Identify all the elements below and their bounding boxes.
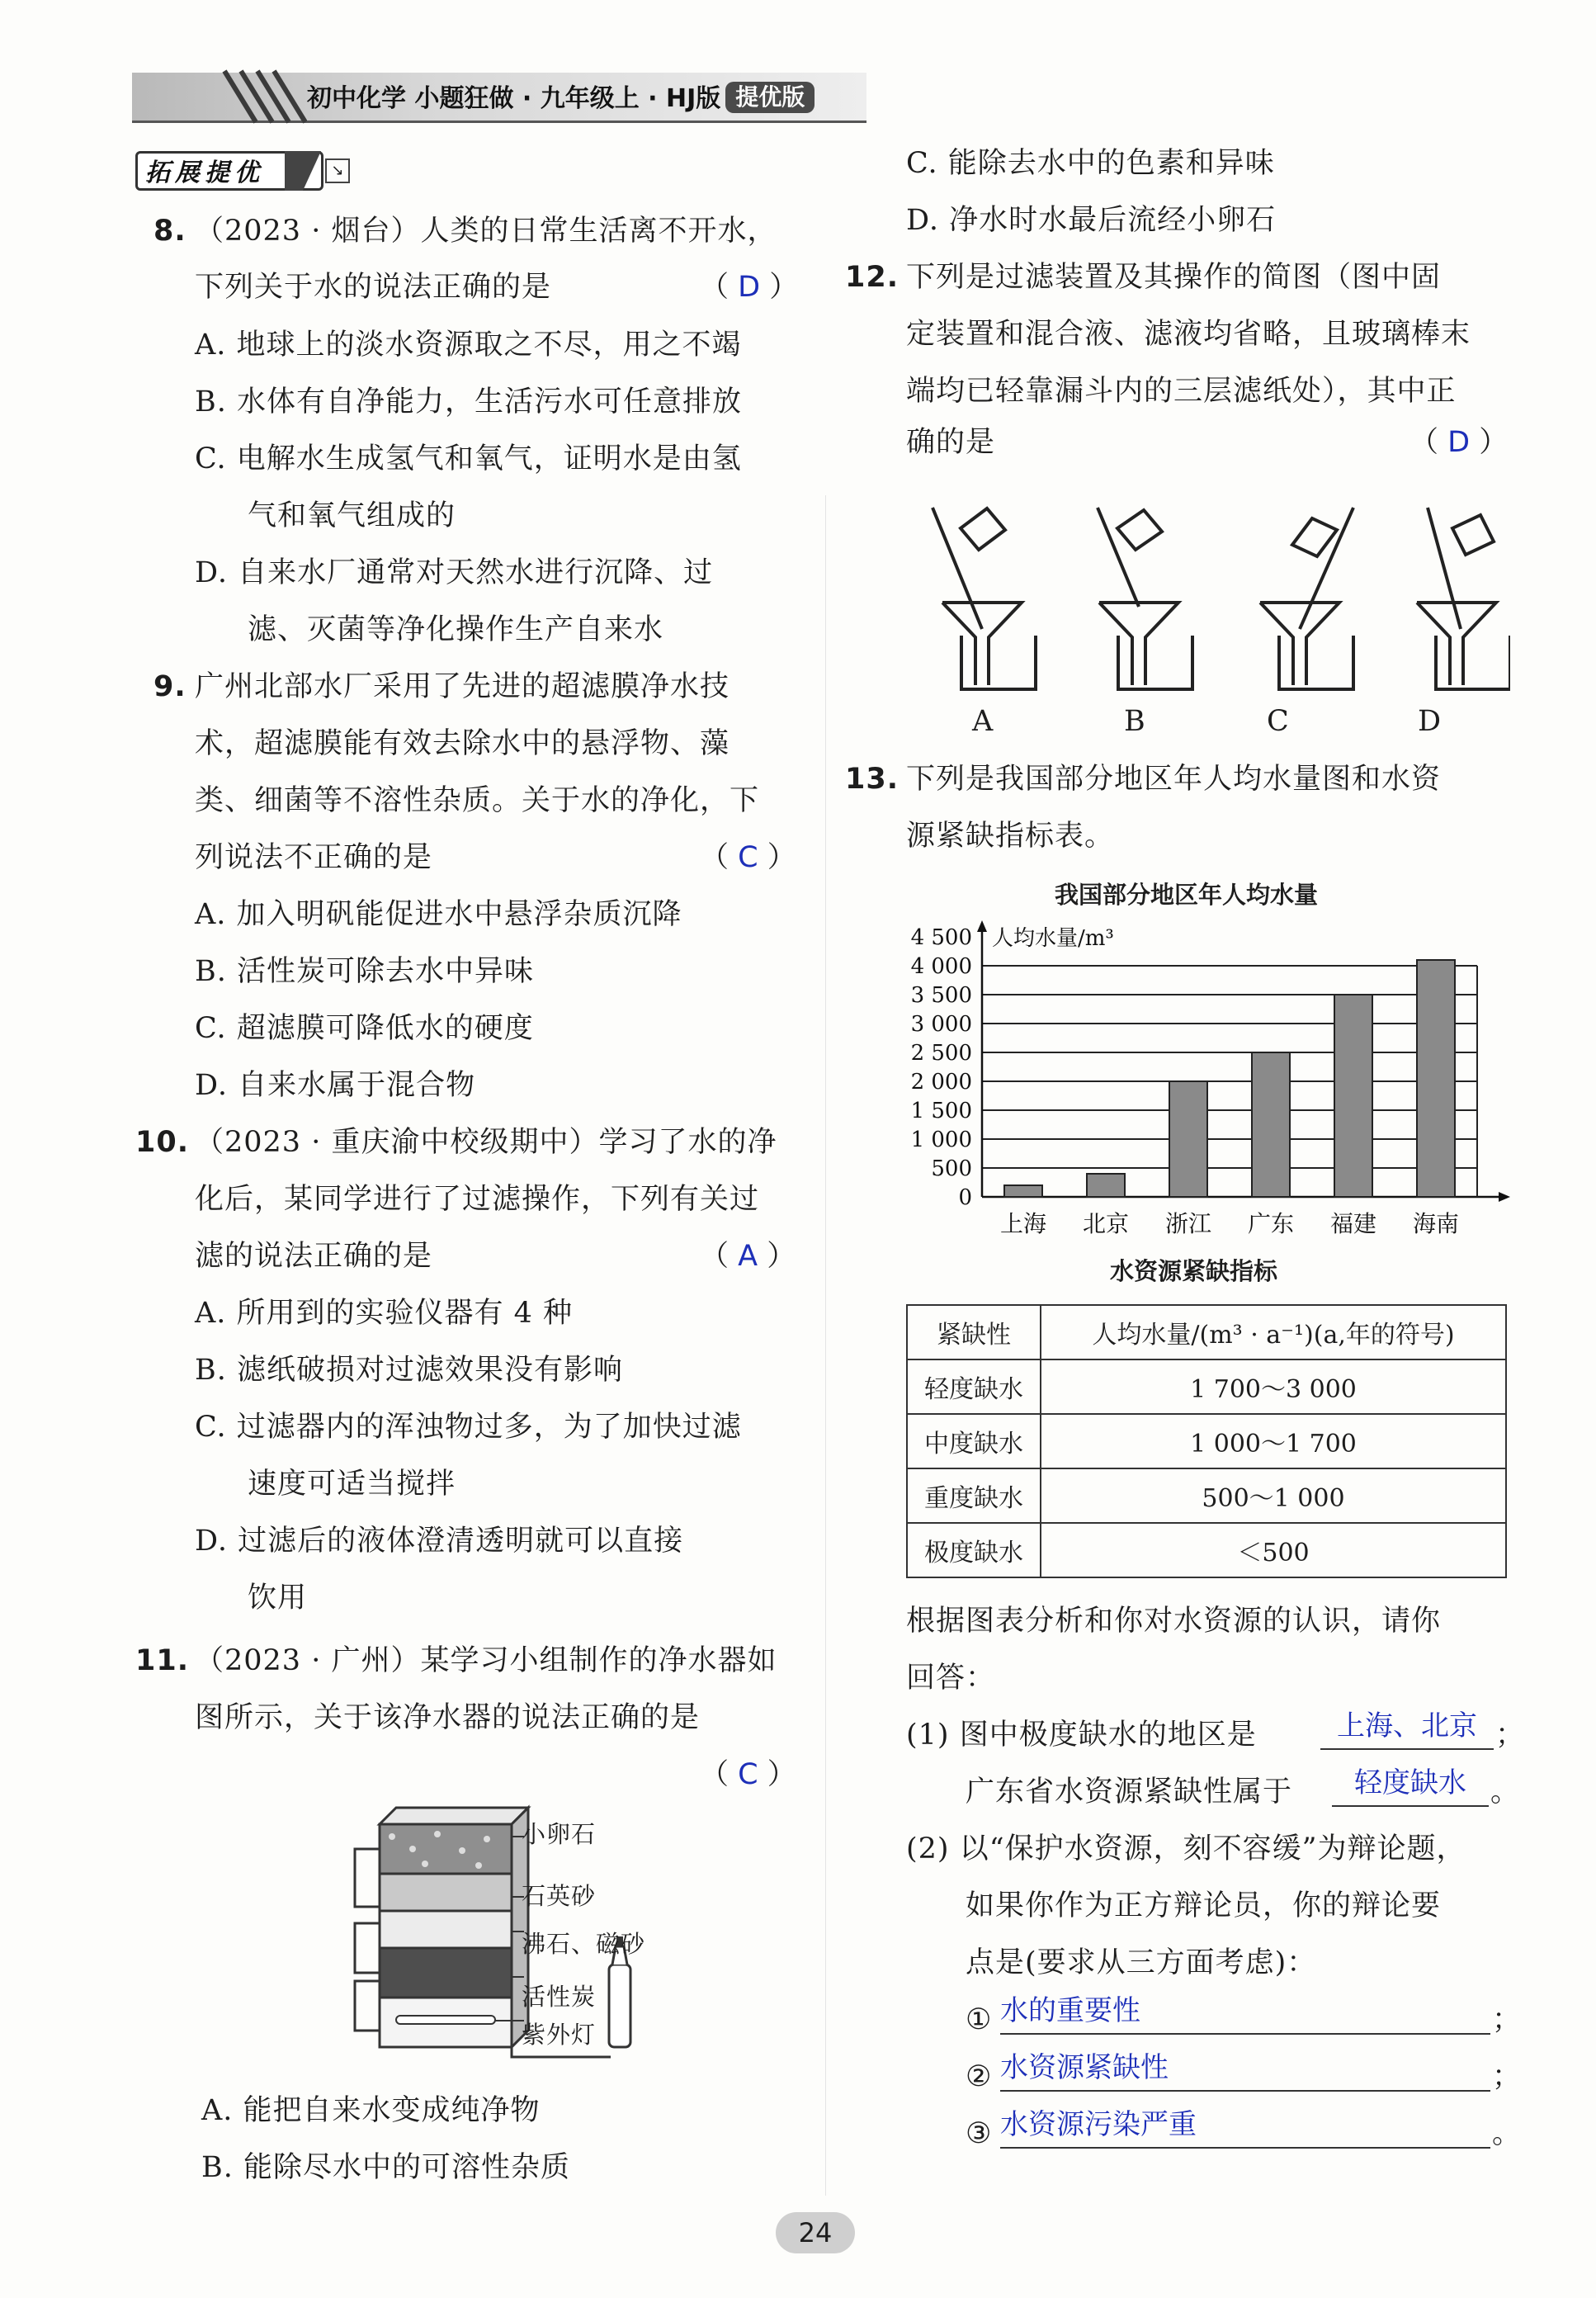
q10-option-c-2: 速度可适当搅拌 — [248, 1468, 456, 1501]
q13-stem-2: 源紧缺指标表。 — [906, 820, 1115, 853]
table-cell: 1 000～1 700 — [1041, 1414, 1506, 1468]
q10-stem-1: （2023 · 重庆渝中校级期中）学习了水的净 — [195, 1126, 777, 1159]
answer-blank-point-1 — [1000, 1990, 1490, 2035]
answer-point-2: 水资源紧缺性 — [1000, 2051, 1169, 2084]
table-cell: 极度缺水 — [907, 1523, 1041, 1577]
q8-answer: D — [738, 271, 761, 304]
q12-stem-1: 下列是过滤装置及其操作的简图（图中固 — [906, 261, 1442, 294]
bar-北京 — [1087, 1174, 1125, 1197]
circled-number-3: ③ — [966, 2117, 993, 2150]
filtration-figure-a — [933, 508, 1036, 689]
y-tick-label: 0 — [958, 1185, 972, 1210]
q9-option-a: A. 加入明矾能促进水中悬浮杂质沉降 — [195, 898, 682, 931]
arrow-icon: ↘ — [325, 158, 350, 183]
q8-option-b: B. 水体有自净能力，生活污水可任意排放 — [195, 385, 742, 418]
chart-title: 我国部分地区年人均水量 — [1055, 881, 1319, 909]
q11-answer-box: （ C ） — [700, 1758, 796, 1791]
table-cell: 500～1 000 — [1041, 1468, 1506, 1523]
q9-option-d: D. 自来水属于混合物 — [195, 1069, 476, 1102]
table-row — [907, 1359, 1506, 1414]
q9-option-b: B. 活性炭可除去水中异味 — [195, 955, 534, 988]
y-tick-label: 4 000 — [910, 954, 972, 979]
q13-prompt-2: 回答： — [906, 1662, 996, 1695]
table-header-row — [907, 1305, 1506, 1359]
filtration-figure-c — [1260, 508, 1353, 689]
q13-sub2-line1: (2) 以“保护水资源，刻不容缓”为辩论题， — [906, 1832, 1466, 1865]
q11-option-b: B. 能除尽水中的可溶性杂质 — [201, 2151, 570, 2184]
bar-浙江 — [1169, 1081, 1207, 1197]
filtration-figure-d — [1417, 508, 1510, 689]
table-cell: 轻度缺水 — [907, 1359, 1041, 1414]
y-tick-label: 2 500 — [910, 1041, 972, 1066]
y-tick-label: 1 500 — [910, 1099, 972, 1123]
q8-option-c-1: C. 电解水生成氢气和氧气，证明水是由氢 — [195, 442, 742, 475]
semicolon: ； — [1492, 2060, 1523, 2093]
q13-stem-1: 下列是我国部分地区年人均水量图和水资 — [906, 763, 1442, 796]
q8-option-d-2: 滤、灭菌等净化操作生产自来水 — [248, 613, 664, 646]
q11-stem-2: 图所示，关于该净水器的说法正确的是 — [195, 1701, 701, 1734]
q12-answer: D — [1447, 426, 1471, 459]
page-number: 24 — [776, 2212, 855, 2253]
circled-number-2: ② — [966, 2060, 993, 2093]
q9-stem-3: 类、细菌等不溶性杂质。关于水的净化，下 — [195, 784, 760, 817]
x-axis-arrow — [1499, 1192, 1510, 1202]
q9-stem-4: 列说法不正确的是 — [195, 841, 433, 874]
circled-number-1: ① — [966, 2003, 993, 2036]
answer-point-1: 水的重要性 — [1000, 1994, 1140, 2027]
q13-sub2-line2: 如果你作为正方辩论员，你的辩论要 — [966, 1889, 1442, 1922]
q8-stem-1: （2023 · 烟台）人类的日常生活离不开水， — [195, 215, 777, 248]
q13-sub2-line3: 点是(要求从三方面考虑)： — [966, 1946, 1317, 1979]
q9-answer: C — [738, 841, 758, 874]
table-row — [907, 1523, 1506, 1577]
x-tick-label: 福建 — [1329, 1210, 1377, 1237]
q10-answer-box: （ A ） — [700, 1240, 796, 1273]
q8-stem-2: 下列关于水的说法正确的是 — [195, 271, 552, 304]
edition-badge: 提优版 — [725, 82, 815, 113]
q11-answer: C — [738, 1758, 758, 1791]
answer-blank-2 — [1332, 1762, 1489, 1807]
table-header-cell: 紧缺性 — [907, 1305, 1041, 1359]
bar-广东 — [1252, 1052, 1290, 1197]
purifier-label-quartz-sand: 石英砂 — [522, 1882, 597, 1910]
purifier-label-uv-lamp: 紫外灯 — [522, 2021, 597, 2049]
water-bar-chart — [891, 908, 1518, 1255]
q11-option-a: A. 能把自来水变成纯净物 — [201, 2094, 541, 2127]
x-tick-label: 海南 — [1412, 1210, 1460, 1237]
q13-sub1-line1: (1) 图中极度缺水的地区是 — [906, 1719, 1257, 1752]
period: 。 — [1492, 2117, 1523, 2150]
q8-option-d-1: D. 自来水厂通常对天然水进行沉降、过 — [195, 556, 714, 589]
semicolon: ； — [1492, 2003, 1523, 2036]
bar-海南 — [1417, 960, 1455, 1197]
y-tick-label: 4 500 — [910, 925, 972, 950]
q13-number: 13. — [845, 763, 900, 796]
purifier-label-pebble: 小卵石 — [522, 1820, 597, 1848]
q8-option-a: A. 地球上的淡水资源取之不尽，用之不竭 — [195, 329, 742, 362]
q9-stem-1: 广州北部水厂采用了先进的超滤膜净水技 — [195, 670, 730, 703]
q11-option-d: D. 净水时水最后流经小卵石 — [906, 204, 1277, 237]
q9-option-c: C. 超滤膜可降低水的硬度 — [195, 1012, 534, 1045]
table-title: 水资源紧缺指标 — [1110, 1257, 1278, 1285]
q10-option-a: A. 所用到的实验仪器有 4 种 — [195, 1297, 574, 1330]
x-tick-label: 广东 — [1247, 1210, 1295, 1237]
header-stripes — [216, 68, 307, 125]
water-shortage-table — [906, 1304, 1507, 1578]
answer-2: 轻度缺水 — [1354, 1766, 1466, 1799]
q12-stem-2: 定装置和混合液、滤液均省略，且玻璃棒末 — [906, 318, 1471, 351]
q12-stem-3: 端均已轻靠漏斗内的三层滤纸处），其中正 — [906, 375, 1457, 408]
table-cell: ＜500 — [1041, 1523, 1506, 1577]
bar-上海 — [1004, 1185, 1042, 1197]
table-cell: 重度缺水 — [907, 1468, 1041, 1523]
purifier-label-zeolite: 沸石、磁砂 — [522, 1930, 646, 1958]
y-axis-label: 人均水量/m³ — [992, 926, 1114, 951]
fig-label-b: B — [1124, 705, 1146, 738]
q8-number: 8. — [153, 215, 187, 248]
answer-blank-1 — [1320, 1705, 1494, 1750]
q13-prompt-1: 根据图表分析和你对水资源的认识，请你 — [906, 1605, 1442, 1638]
q10-number: 10. — [135, 1126, 190, 1159]
y-tick-label: 500 — [931, 1156, 972, 1181]
fig-label-a: A — [972, 705, 994, 738]
q11-option-c: C. 能除去水中的色素和异味 — [906, 147, 1275, 180]
purifier-label-carbon: 活性炭 — [522, 1983, 597, 2011]
column-divider — [825, 495, 826, 2196]
fig-label-d: D — [1418, 705, 1443, 738]
q10-stem-3: 滤的说法正确的是 — [195, 1240, 433, 1273]
y-tick-label: 3 000 — [910, 1012, 972, 1037]
table-row — [907, 1414, 1506, 1468]
table-header-cell: 人均水量/(m³ · a⁻¹)(a,年的符号) — [1041, 1305, 1506, 1359]
fig-label-c: C — [1267, 705, 1290, 738]
answer-1: 上海、北京 — [1337, 1709, 1477, 1742]
q12-answer-box: （ D ） — [1409, 426, 1509, 459]
q13-sub1-line2: 广东省水资源紧缺性属于 — [966, 1776, 1293, 1809]
y-tick-label: 3 500 — [910, 983, 972, 1008]
answer-blank-point-2 — [1000, 2047, 1490, 2092]
filtration-figure-b — [1098, 508, 1192, 689]
q9-number: 9. — [153, 670, 187, 703]
q12-stem-4: 确的是 — [906, 426, 996, 459]
period: 。 — [1490, 1776, 1521, 1809]
x-tick-label: 北京 — [1082, 1210, 1130, 1237]
table-cell: 1 700～3 000 — [1041, 1359, 1506, 1414]
filtration-figures — [916, 495, 1510, 693]
x-tick-label: 浙江 — [1164, 1210, 1212, 1237]
q9-answer-box: （ C ） — [700, 841, 796, 874]
q10-stem-2: 化后，某同学进行了过滤操作，下列有关过 — [195, 1183, 760, 1216]
q11-number: 11. — [135, 1644, 190, 1677]
q9-stem-2: 术，超滤膜能有效去除水中的悬浮物、藻 — [195, 727, 730, 760]
x-tick-label: 上海 — [999, 1210, 1047, 1237]
q10-option-c-1: C. 过滤器内的浑浊物过多，为了加快过滤 — [195, 1411, 742, 1444]
bar-福建 — [1334, 995, 1372, 1197]
q11-stem-1: （2023 · 广州）某学习小组制作的净水器如 — [195, 1644, 777, 1677]
q10-option-b: B. 滤纸破损对过滤效果没有影响 — [195, 1354, 623, 1387]
semicolon: ； — [1495, 1719, 1526, 1752]
y-tick-label: 1 000 — [910, 1128, 972, 1152]
section-label: 拓展提优 — [145, 158, 264, 187]
q8-option-c-2: 气和氧气组成的 — [248, 499, 456, 532]
q8-answer-box: （ D ） — [700, 271, 799, 304]
table-row — [907, 1468, 1506, 1523]
answer-point-3: 水资源污染严重 — [1000, 2108, 1197, 2141]
q12-number: 12. — [845, 261, 900, 294]
q10-option-d-1: D. 过滤后的液体澄清透明就可以直接 — [195, 1525, 684, 1558]
y-tick-label: 2 000 — [910, 1070, 972, 1095]
table-cell: 中度缺水 — [907, 1414, 1041, 1468]
answer-blank-point-3 — [1000, 2104, 1490, 2149]
q10-option-d-2: 饮用 — [248, 1582, 308, 1615]
q10-answer: A — [738, 1240, 758, 1273]
y-axis-arrow — [977, 920, 987, 932]
header-title: 初中化学 小题狂做 · 九年级上 · HJ版 提优版 — [307, 78, 815, 114]
